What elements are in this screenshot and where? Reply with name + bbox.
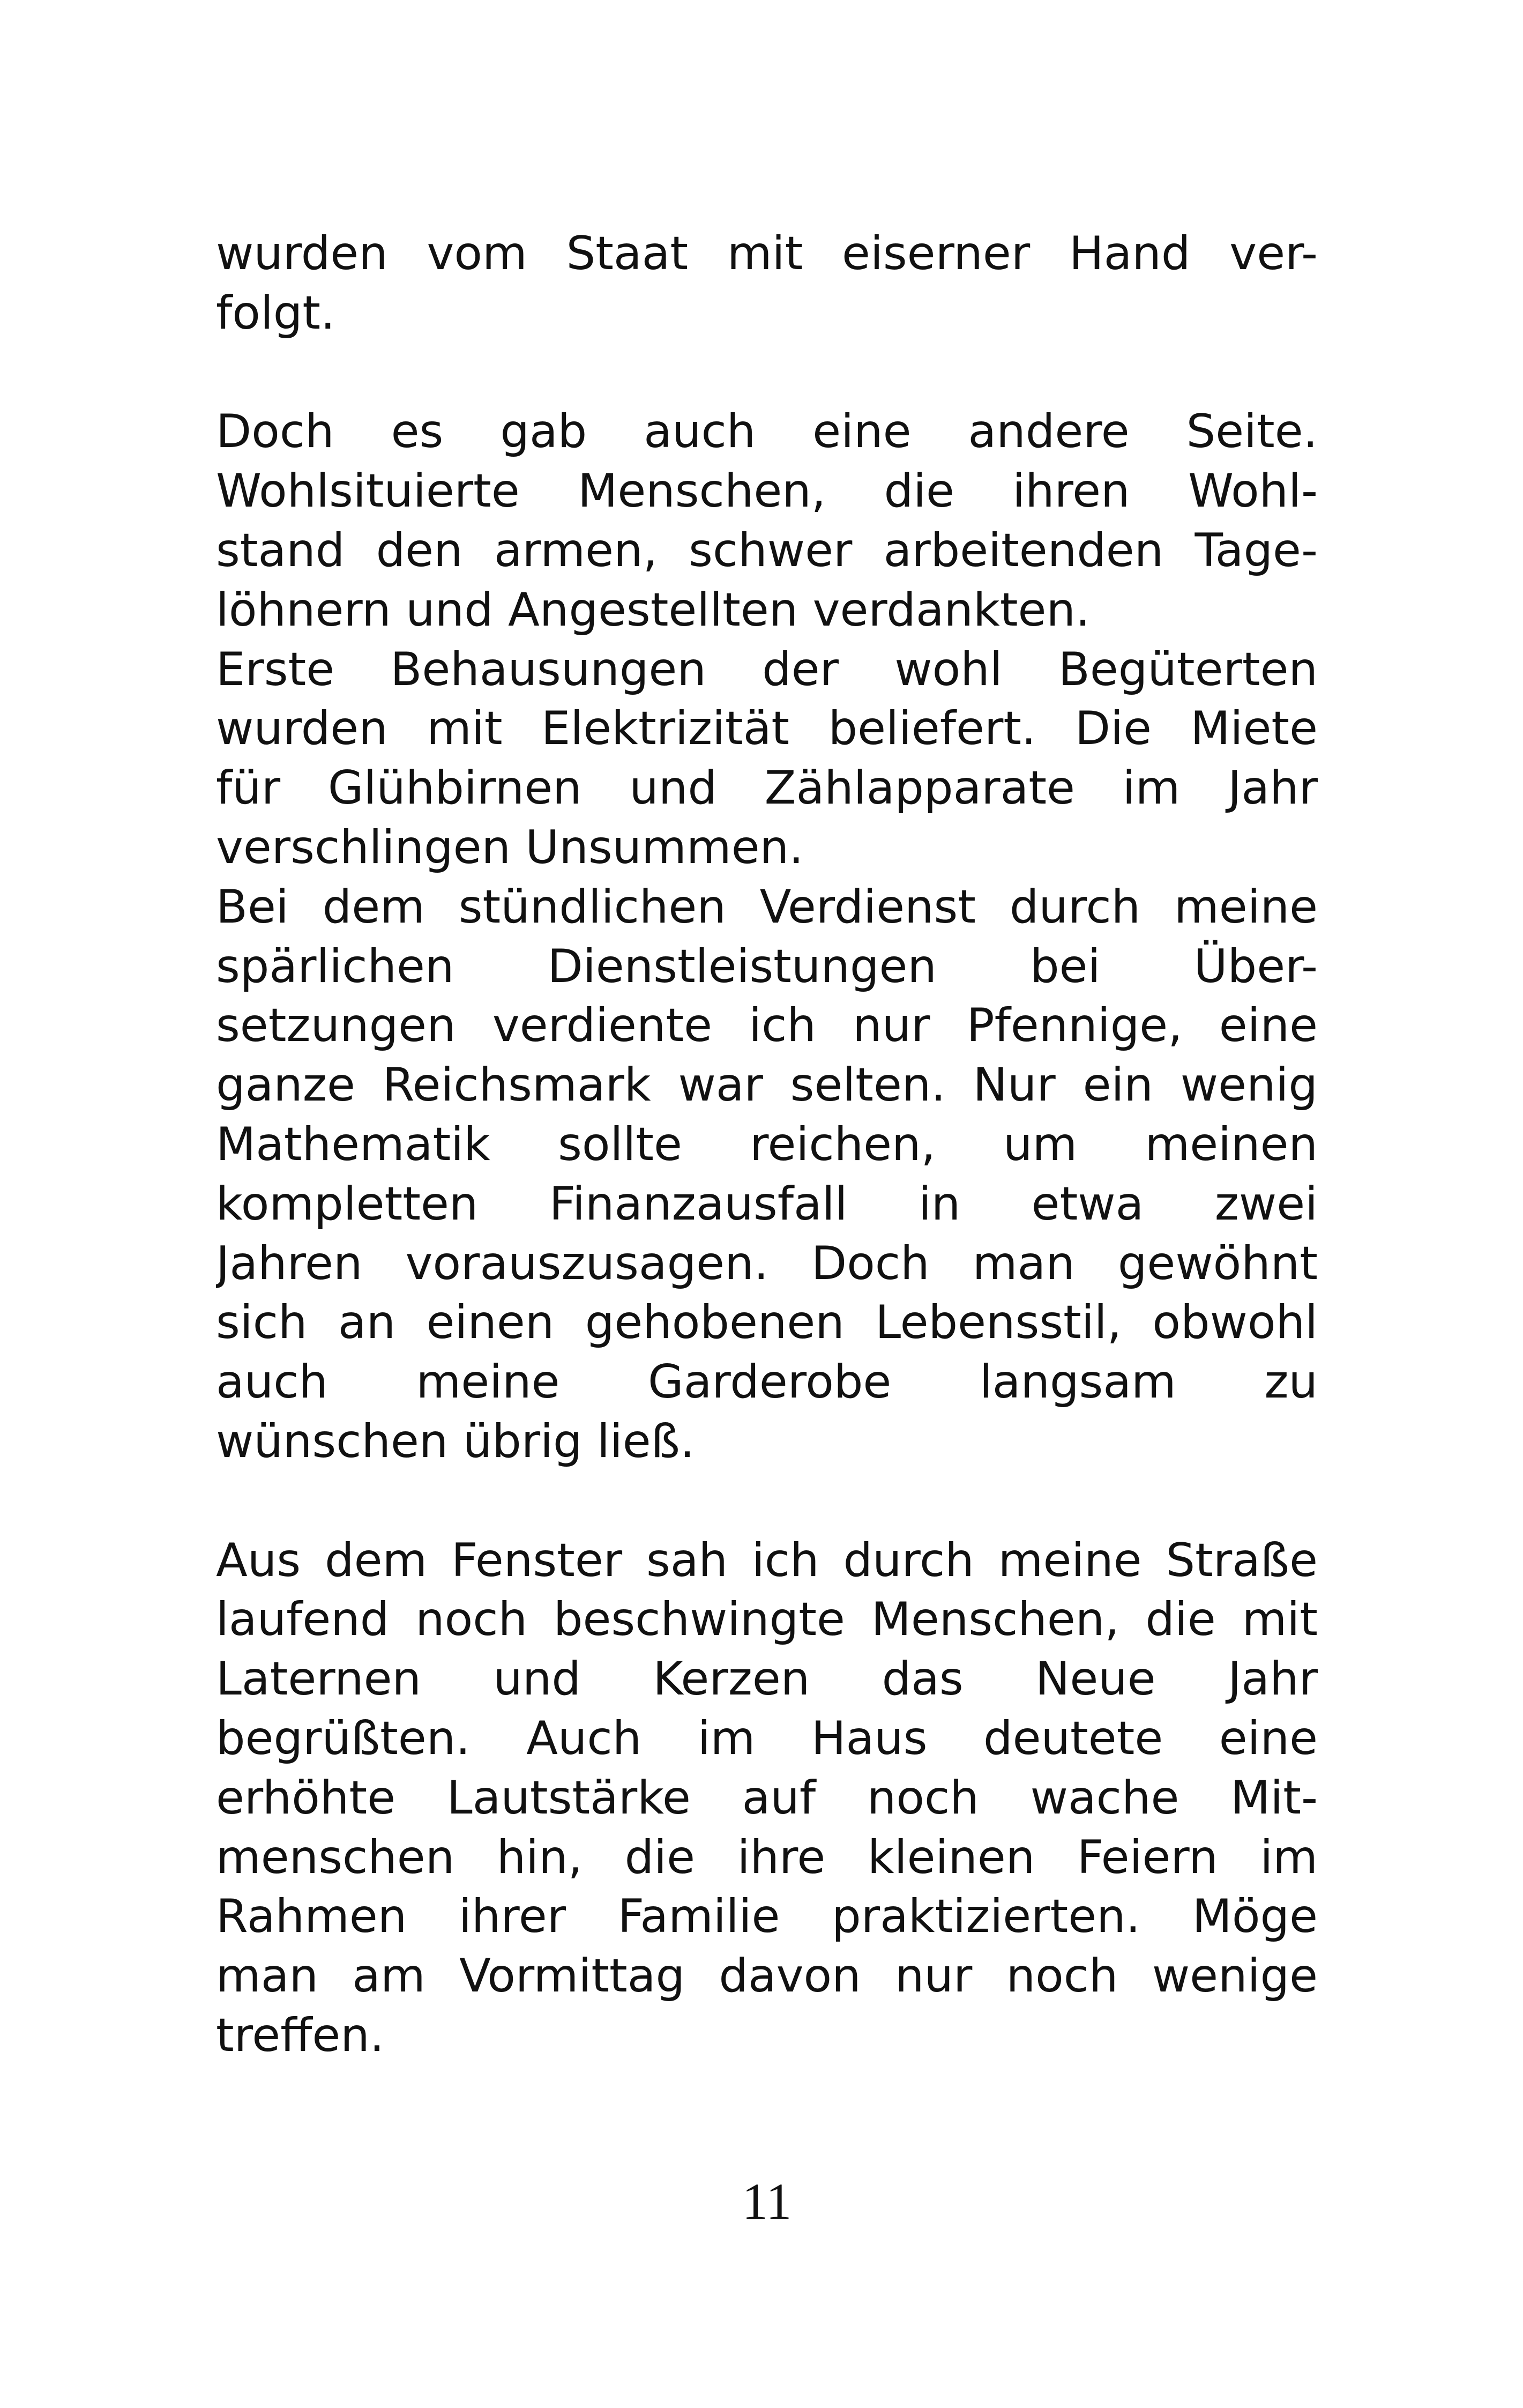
text-line: setzungen verdiente ich nur Pfennige, eine — [216, 999, 1318, 1053]
text-line: Rahmen ihrer Familie praktizierten. Möge — [216, 1890, 1318, 1944]
paragraph-spacer — [216, 1471, 1318, 1531]
paragraph-5 — [216, 1531, 1318, 2065]
paragraph-1 — [216, 224, 1318, 343]
text-line: man am Vormittag davon nur noch wenige — [216, 1949, 1318, 2003]
text-line: treffen. — [216, 2008, 385, 2062]
text-line: löhnern und Angestellten verdankten. — [216, 583, 1091, 637]
text-line: auch meine Garderobe langsam zu — [216, 1355, 1318, 1409]
paragraph-4 — [216, 878, 1318, 1471]
text-line: ganze Reichsmark war selten. Nur ein wenig — [216, 1058, 1318, 1112]
body-text — [216, 224, 1318, 2065]
text-line: verschlingen Unsummen. — [216, 820, 804, 874]
text-line: Jahren vorauszusagen. Doch man gewöhnt — [216, 1236, 1318, 1290]
page-number: 11 — [742, 2173, 792, 2230]
paragraph-3 — [216, 640, 1318, 878]
text-line: Bei dem stündlichen Verdienst durch meine — [216, 880, 1318, 934]
text-line: stand den armen, schwer arbeitenden Tage- — [216, 523, 1318, 577]
text-line: sich an einen gehobenen Lebensstil, obwohl — [216, 1296, 1318, 1350]
text-line: Wohlsituierte Menschen, die ihren Wohl- — [216, 464, 1318, 518]
text-line: wurden vom Staat mit eiserner Hand ver- — [216, 227, 1318, 280]
text-line: Erste Behausungen der wohl Begüterten — [216, 642, 1318, 696]
text-line: erhöhte Lautstärke auf noch wache Mit- — [216, 1771, 1318, 1825]
text-line: spärlichen Dienstleistungen bei Über- — [216, 939, 1318, 993]
text-line: laufend noch beschwingte Menschen, die mit — [216, 1593, 1318, 1647]
text-line: Aus dem Fenster sah ich durch meine Straße — [216, 1533, 1318, 1587]
paragraph-spacer — [216, 343, 1318, 403]
text-line: menschen hin, die ihre kleinen Feiern im — [216, 1830, 1318, 1884]
paragraph-2 — [216, 402, 1318, 640]
text-line: Laternen und Kerzen das Neue Jahr — [216, 1652, 1318, 1706]
text-line: Mathematik sollte reichen, um meinen — [216, 1117, 1318, 1171]
text-line: folgt. — [216, 286, 335, 340]
text-line: für Glühbirnen und Zählapparate im Jahr — [216, 761, 1318, 815]
text-line: wurden mit Elektrizität beliefert. Die Miete — [216, 702, 1318, 756]
text-line: Doch es gab auch eine andere Seite. — [216, 405, 1318, 459]
text-line: wünschen übrig ließ. — [216, 1414, 695, 1468]
text-line: begrüßten. Auch im Haus deutete eine — [216, 1711, 1318, 1765]
text-line: kompletten Finanzausfall in etwa zwei — [216, 1177, 1318, 1231]
